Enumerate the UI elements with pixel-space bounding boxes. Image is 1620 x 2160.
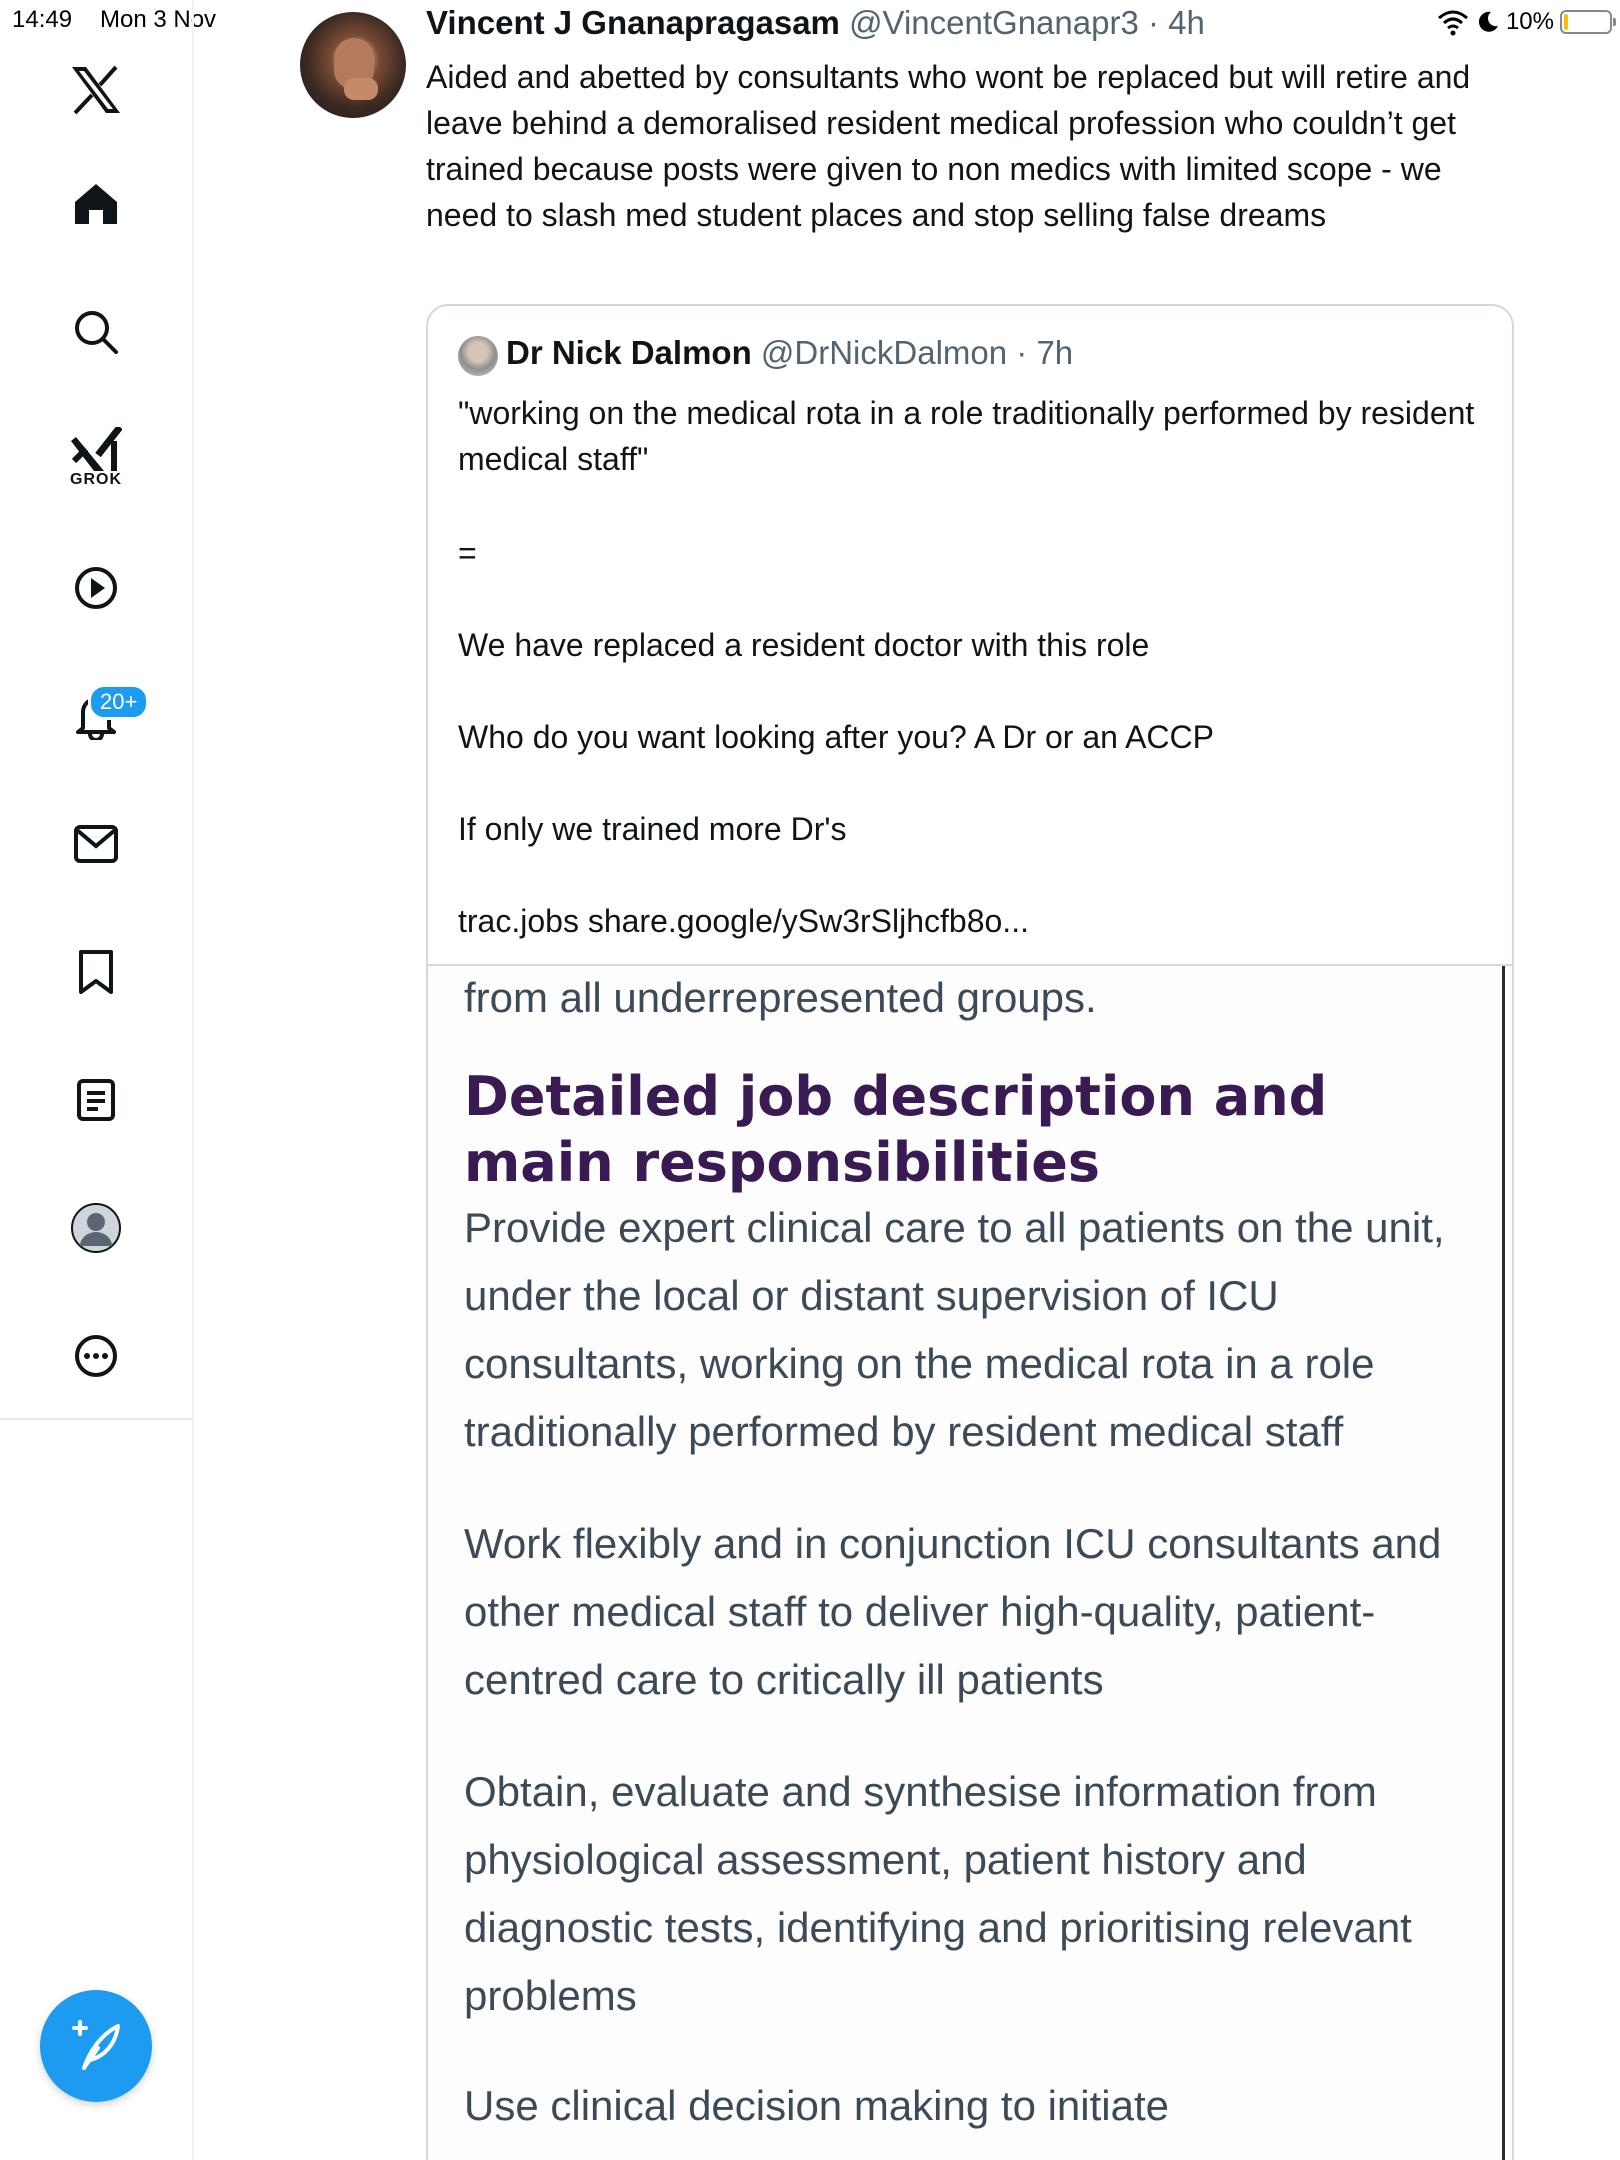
quoted-tweet-header: [506, 334, 1073, 372]
tweet-time[interactable]: 4h: [1168, 4, 1205, 41]
messages-envelope-icon[interactable]: [56, 804, 136, 884]
quoted-text-line: If only we trained more Dr's: [458, 811, 847, 847]
quoted-image-job-description[interactable]: [428, 964, 1512, 2160]
quoted-header-separator: ·: [1016, 334, 1028, 371]
compose-post-button[interactable]: [40, 1990, 152, 2102]
video-play-icon[interactable]: [56, 548, 136, 628]
grok-icon[interactable]: [56, 418, 136, 498]
image-border: [1502, 966, 1505, 2160]
quoted-author-name[interactable]: Dr Nick Dalmon: [506, 334, 752, 371]
moon-icon: [1476, 10, 1500, 34]
compose-feather-icon: [68, 2018, 124, 2074]
grok-label: GROK: [70, 471, 122, 488]
sidebar: [0, 0, 194, 2160]
x-logo-icon[interactable]: [56, 50, 136, 130]
image-intro-text: from all underrepresented groups.: [464, 974, 1097, 1021]
bookmarks-icon[interactable]: [56, 932, 136, 1012]
image-heading: Detailed job description and main responsibilities: [464, 1065, 1328, 1194]
author-avatar[interactable]: [300, 12, 406, 118]
quoted-text-line: We have replaced a resident doctor with this role: [458, 627, 1150, 663]
status-time: 14:49: [12, 6, 73, 33]
quoted-tweet-time[interactable]: 7h: [1036, 334, 1074, 371]
profile-avatar-icon[interactable]: [56, 1188, 136, 1268]
image-paragraph: Work flexibly and in conjunction ICU consultants and other medical staff to deliver high-quality, patient-centred care to critically ill patients: [464, 1520, 1442, 1703]
battery-fill: [1564, 14, 1568, 30]
more-options-icon[interactable]: [56, 1316, 136, 1396]
header-separator: ·: [1147, 4, 1159, 41]
image-paragraph: Use clinical decision making to initiate: [464, 2082, 1169, 2129]
quoted-text-line: Who do you want looking after you? A Dr or an ACCP: [458, 719, 1214, 755]
quoted-text-line: =: [458, 535, 477, 571]
lists-icon[interactable]: [56, 1060, 136, 1140]
notification-badge: 20+: [88, 684, 149, 720]
battery-icon: [1560, 10, 1612, 34]
quoted-text-line: "working on the medical rota in a role traditionally performed by resident medical staff": [458, 395, 1475, 477]
image-paragraph: Obtain, evaluate and synthesise information from physiological assessment, patient history and diagnostic tests, identifying and prioritising relevant problems: [464, 1768, 1412, 2019]
quoted-author-handle[interactable]: @DrNickDalmon: [760, 334, 1008, 371]
status-indicators: [1436, 4, 1612, 40]
quoted-link[interactable]: trac.jobs share.google/ySw3rSljhcfb8o...: [458, 903, 1029, 939]
tweet-header: [426, 4, 1205, 42]
sidebar-divider: [0, 1418, 192, 1420]
quoted-tweet-card[interactable]: [426, 304, 1514, 2160]
status-date: Mon 3 Nov: [100, 6, 217, 33]
home-icon[interactable]: [56, 164, 136, 244]
image-paragraph: Provide expert clinical care to all patients on the unit, under the local or distant supervision of ICU consultants, working on the medical rota in a role traditionally performed by resident medical staff: [464, 1204, 1445, 1455]
quoted-author-avatar[interactable]: [458, 336, 498, 376]
author-handle[interactable]: @VincentGnanapr3: [849, 4, 1139, 41]
wifi-icon: [1436, 7, 1470, 37]
tweet-text: Aided and abetted by consultants who wont be replaced but will retire and leave behind a demoralised resident medical profession who couldn’t get trained because posts were given to non medics with limited scope - we need to slash med student places and stop selling false dreams: [426, 59, 1471, 233]
author-name[interactable]: Vincent J Gnanapragasam: [426, 4, 840, 41]
search-icon[interactable]: [56, 292, 136, 372]
battery-percent: 10%: [1505, 8, 1554, 35]
